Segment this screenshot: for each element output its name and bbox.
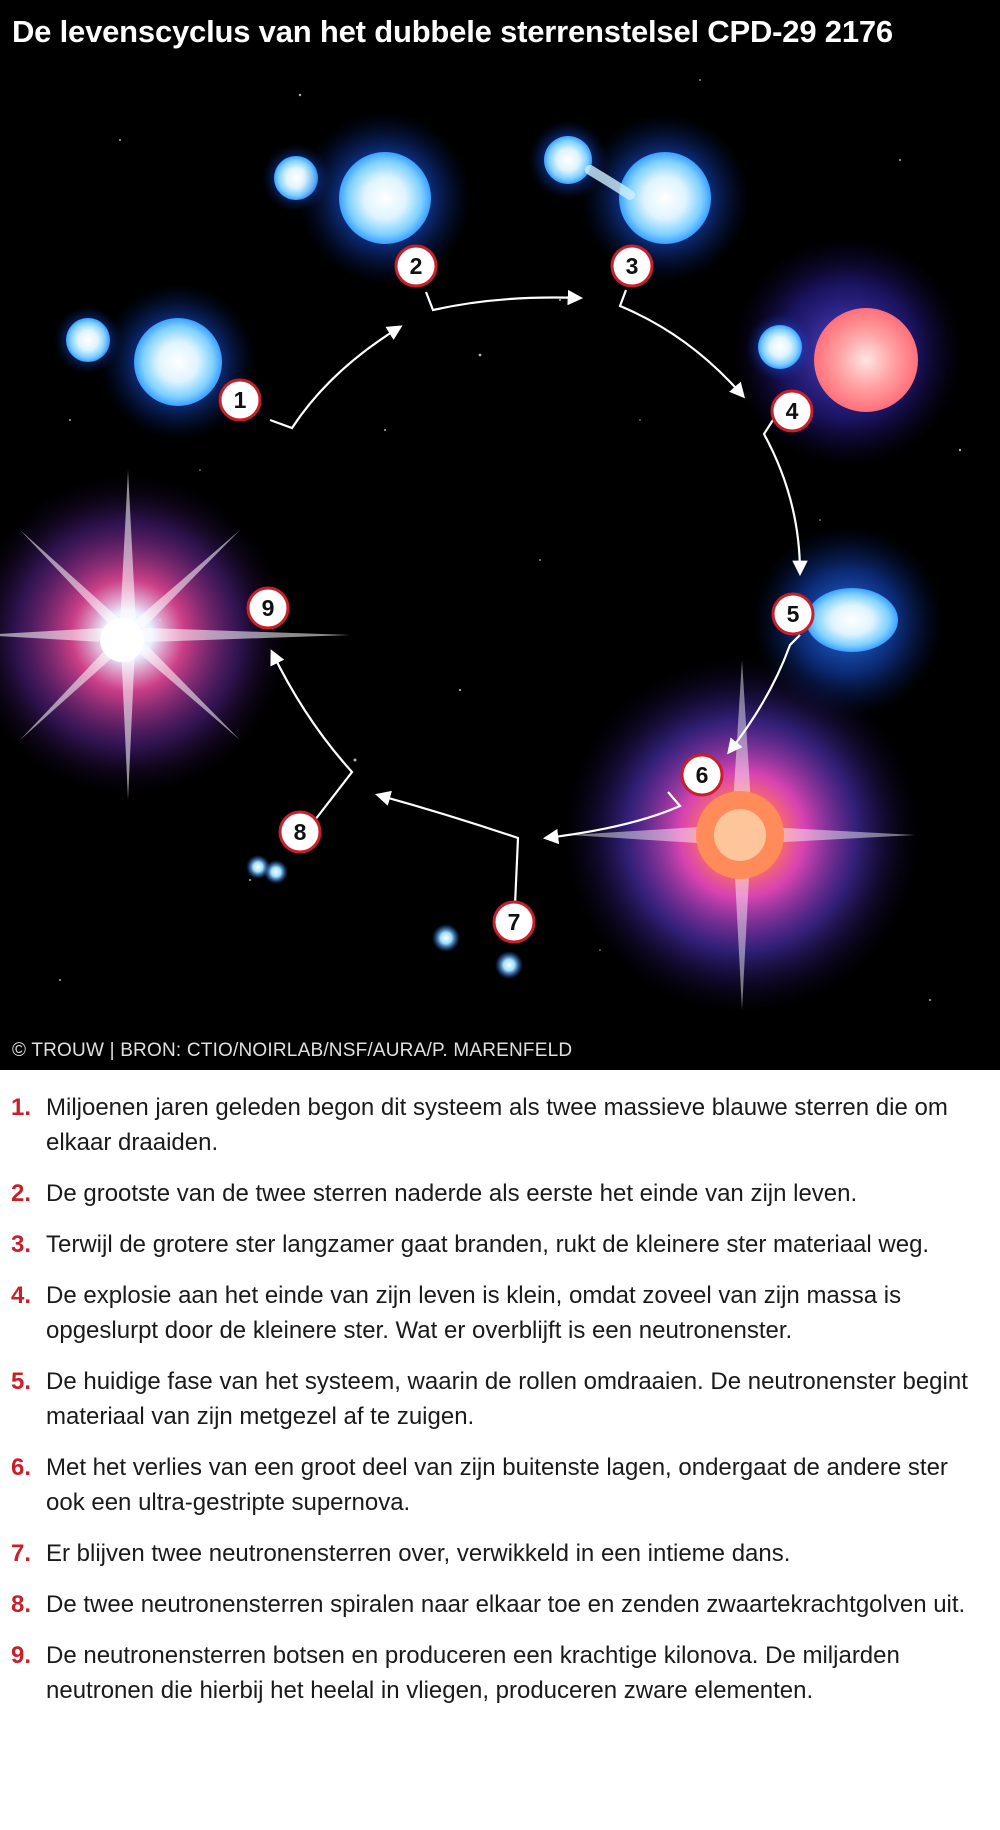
stage-6-supernova (564, 657, 920, 1013)
step-badge-7 (494, 902, 534, 942)
step-badge-3 (612, 246, 652, 286)
legend-text: Miljoenen jaren geleden begon dit systeem als twee massieve blauwe sterren die om elkaar draaiden. (46, 1094, 948, 1156)
stage-9-kilonova (0, 470, 350, 800)
legend-number: 2. (11, 1180, 32, 1207)
legend-item-9 (0, 1638, 1000, 1708)
step-legend (0, 1090, 1000, 1724)
legend-item-5 (0, 1364, 1000, 1434)
legend-item-6 (0, 1450, 1000, 1520)
stage-8-neutron-stars (246, 855, 288, 884)
step-badge-number: 3 (625, 253, 639, 279)
stage-4-stars (733, 237, 963, 467)
legend-text: Er blijven twee neutronensterren over, verwikkeld in een intieme dans. (46, 1540, 791, 1567)
legend-number: 7. (11, 1540, 32, 1567)
step-badge-2 (396, 246, 436, 286)
legend-text: Terwijl de grotere ster langzamer gaat branden, rukt de kleinere ster materiaal weg. (46, 1231, 930, 1258)
step-badge-number: 6 (695, 762, 709, 788)
legend-number: 4. (11, 1282, 32, 1309)
step-badge-4 (772, 391, 812, 431)
step-badge-9 (248, 588, 288, 628)
legend-item-2 (0, 1176, 1000, 1211)
step-badge-number: 1 (233, 387, 247, 413)
step-badge-6 (682, 755, 722, 795)
stage-2-stars (262, 112, 471, 284)
legend-number: 6. (11, 1454, 32, 1481)
legend-text: De huidige fase van het systeem, waarin de rollen omdraaien. De neutronenster begint materiaal van zijn metgezel af te zuigen. (46, 1368, 968, 1430)
step-badge-8 (280, 812, 320, 852)
stage-1-stars (54, 284, 256, 440)
legend-item-3 (0, 1227, 1000, 1262)
step-badge-number: 5 (786, 601, 800, 627)
legend-number: 8. (11, 1591, 32, 1618)
legend-text: De neutronensterren botsen en produceren een krachtige kilonova. De miljarden neutronen die hierbij het heelal in vliegen, produceren zware elementen. (46, 1642, 900, 1704)
legend-number: 1. (11, 1094, 32, 1121)
legend-text: Met het verlies van een groot deel van zijn buitenste lagen, ondergaat de andere ster ook een ultra-gestripte supernova. (46, 1454, 948, 1516)
legend-text: De grootste van de twee sterren naderde als eerste het einde van zijn leven. (46, 1180, 858, 1207)
step-badge-1 (220, 380, 260, 420)
step-badge-5 (773, 594, 813, 634)
step-badge-number: 8 (293, 819, 307, 845)
legend-number: 3. (11, 1231, 32, 1258)
legend-text: De twee neutronensterren spiralen naar elkaar toe en zenden zwaartekrachtgolven uit. (46, 1591, 966, 1618)
image-credit: © TROUW | BRON: CTIO/NOIRLAB/NSF/AURA/P. MARENFELD (12, 1040, 573, 1061)
step-badge-number: 4 (785, 398, 799, 424)
legend-number: 9. (11, 1642, 32, 1669)
legend-item-4 (0, 1278, 1000, 1348)
step-badge-number: 7 (507, 909, 521, 935)
legend-item-8 (0, 1587, 1000, 1622)
legend-number: 5. (11, 1368, 32, 1395)
legend-item-1 (0, 1090, 1000, 1160)
step-badge-number: 9 (261, 595, 275, 621)
page-title: De levenscyclus van het dubbele sterrenstelsel CPD-29 2176 (12, 14, 893, 49)
step-badge-number: 2 (409, 253, 423, 279)
legend-text: De explosie aan het einde van zijn leven is klein, omdat zoveel van zijn massa is opgeslurpt door de kleinere ster. Wat er overblijft is een neutronenster. (46, 1282, 902, 1344)
legend-item-7 (0, 1536, 1000, 1571)
